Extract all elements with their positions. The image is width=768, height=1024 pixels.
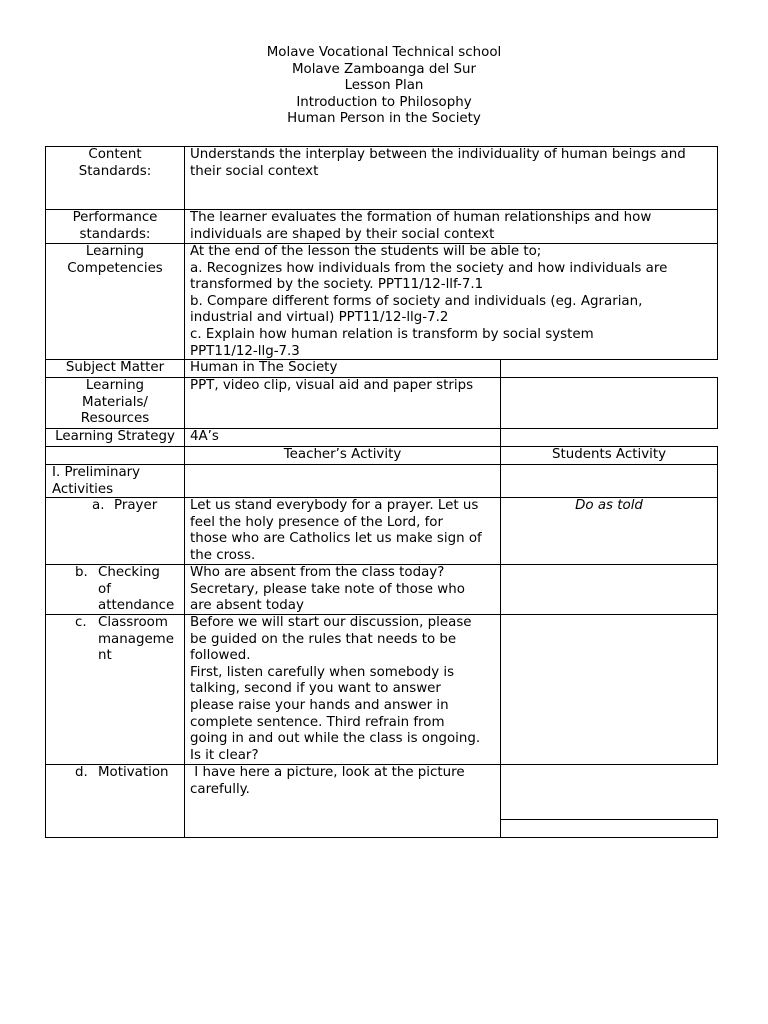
activity-header-blank: [45, 446, 185, 465]
classroom-management-label: [45, 614, 185, 765]
prayer-student-activity: Do as told: [500, 497, 718, 565]
text-line: b. Compare different forms of society and individuals (eg. Agrarian,: [190, 293, 643, 309]
learning-materials-empty: [500, 377, 718, 429]
text-line: be guided on the rules that needs to be: [190, 631, 457, 647]
label-line: Classroom: [98, 615, 168, 630]
prayer-label: [45, 497, 185, 565]
performance-standards-text: [184, 209, 718, 244]
prayer-teacher-activity: [184, 497, 501, 565]
text-line: Understands the interplay between the individuality of human beings and: [190, 147, 686, 162]
text-line: the cross.: [190, 547, 256, 563]
subject-matter-label: Subject Matter: [45, 359, 185, 378]
learning-materials-text: PPT, video clip, visual aid and paper strips: [184, 377, 501, 429]
label-line: of: [98, 581, 111, 597]
learning-materials-label: [45, 377, 185, 429]
text-line: please raise your hands and answer in: [190, 697, 449, 713]
list-marker: d.: [75, 765, 88, 780]
preliminary-teacher-empty: [184, 464, 501, 498]
label-line: Competencies: [67, 260, 163, 276]
preliminary-student-empty: [500, 464, 718, 498]
attendance-teacher-activity: [184, 564, 501, 615]
label-line: manageme: [98, 631, 174, 647]
text-line: followed.: [190, 648, 251, 664]
text-line: feel the holy presence of the Lord, for: [190, 514, 443, 530]
label-line: Learning: [85, 244, 145, 259]
text-line: transformed by the society. PPT11/12-llf-7.1: [190, 277, 484, 293]
text-line: Is it clear?: [190, 747, 259, 763]
content-standards-label: [45, 146, 185, 210]
label-line: attendance: [98, 598, 175, 614]
subject-title: Introduction to Philosophy: [296, 94, 472, 110]
list-marker: b.: [75, 565, 88, 580]
prayer-label-text: Prayer: [114, 498, 158, 513]
topic-title: Human Person in the Society: [287, 111, 481, 127]
text-line: c. Explain how human relation is transform by social system: [190, 326, 594, 342]
classroom-management-teacher-activity: [184, 614, 501, 765]
document-type: Lesson Plan: [344, 78, 424, 94]
label-line: Standards:: [78, 163, 152, 179]
text-line: are absent today: [190, 598, 304, 614]
label-line: Learning: [85, 378, 145, 393]
label-line: standards:: [79, 226, 151, 242]
text-line: talking, second if you want to answer: [190, 681, 441, 697]
text-line: going in and out while the class is ongoing.: [190, 731, 481, 747]
document-header: [0, 45, 768, 128]
learning-strategy-label: Learning Strategy: [45, 428, 185, 447]
school-name: Molave Vocational Technical school: [266, 45, 502, 60]
subject-matter-text: Human in The Society: [184, 359, 501, 378]
content-standards-text: [184, 146, 718, 210]
label-line: I. Preliminary: [52, 465, 141, 480]
school-location: Molave Zamboanga del Sur: [291, 61, 477, 77]
label-line: Activities: [52, 481, 114, 497]
motivation-teacher-activity: [184, 764, 501, 838]
text-line: carefully.: [190, 781, 250, 797]
label-line: Checking: [98, 565, 160, 580]
motivation-label: [45, 764, 185, 838]
learning-strategy-empty: [500, 428, 718, 447]
learning-competencies-text: [184, 243, 718, 360]
label-line: nt: [98, 648, 112, 664]
text-line: The learner evaluates the formation of human relationships and how: [190, 210, 652, 225]
text-line: PPT11/12-llg-7.3: [190, 343, 300, 359]
text-line: complete sentence. Third refrain from: [190, 714, 445, 730]
students-activity-header: Students Activity: [500, 446, 718, 465]
list-marker: c.: [75, 615, 87, 630]
teachers-activity-header: Teacher’s Activity: [184, 446, 501, 465]
text-line: individuals are shaped by their social context: [190, 226, 495, 242]
text-line: industrial and virtual) PPT11/12-llg-7.2: [190, 310, 449, 326]
attendance-label: [45, 564, 185, 615]
text-line: Before we will start our discussion, please: [190, 615, 472, 630]
label-line: Resources: [80, 411, 150, 427]
learning-strategy-text: 4A’s: [184, 428, 501, 447]
label-line: Materials/: [82, 394, 148, 410]
text-line: Secretary, please take note of those who: [190, 581, 465, 597]
list-marker: a.: [92, 498, 105, 513]
learning-competencies-label: [45, 243, 185, 360]
text-line: I have here a picture, look at the picture: [190, 765, 465, 780]
text-line: At the end of the lesson the students will be able to;: [190, 244, 542, 259]
motivation-student-empty: [500, 819, 718, 838]
text-line: Let us stand everybody for a prayer. Let us: [190, 498, 479, 513]
text-line: those who are Catholics let us make sign of: [190, 531, 482, 547]
performance-standards-label: [45, 209, 185, 244]
text-line: a. Recognizes how individuals from the society and how individuals are: [190, 260, 668, 276]
attendance-student-empty: [500, 564, 718, 615]
preliminary-activities-label: [45, 464, 185, 498]
label-line: Performance: [72, 210, 158, 225]
label-line: Content: [88, 147, 142, 162]
text-line: Who are absent from the class today?: [190, 565, 445, 580]
text-line: their social context: [190, 163, 319, 179]
subject-matter-empty: [500, 359, 718, 378]
motivation-label-text: Motivation: [98, 765, 169, 780]
classroom-management-student-empty: [500, 614, 718, 765]
text-line: First, listen carefully when somebody is: [190, 664, 455, 680]
